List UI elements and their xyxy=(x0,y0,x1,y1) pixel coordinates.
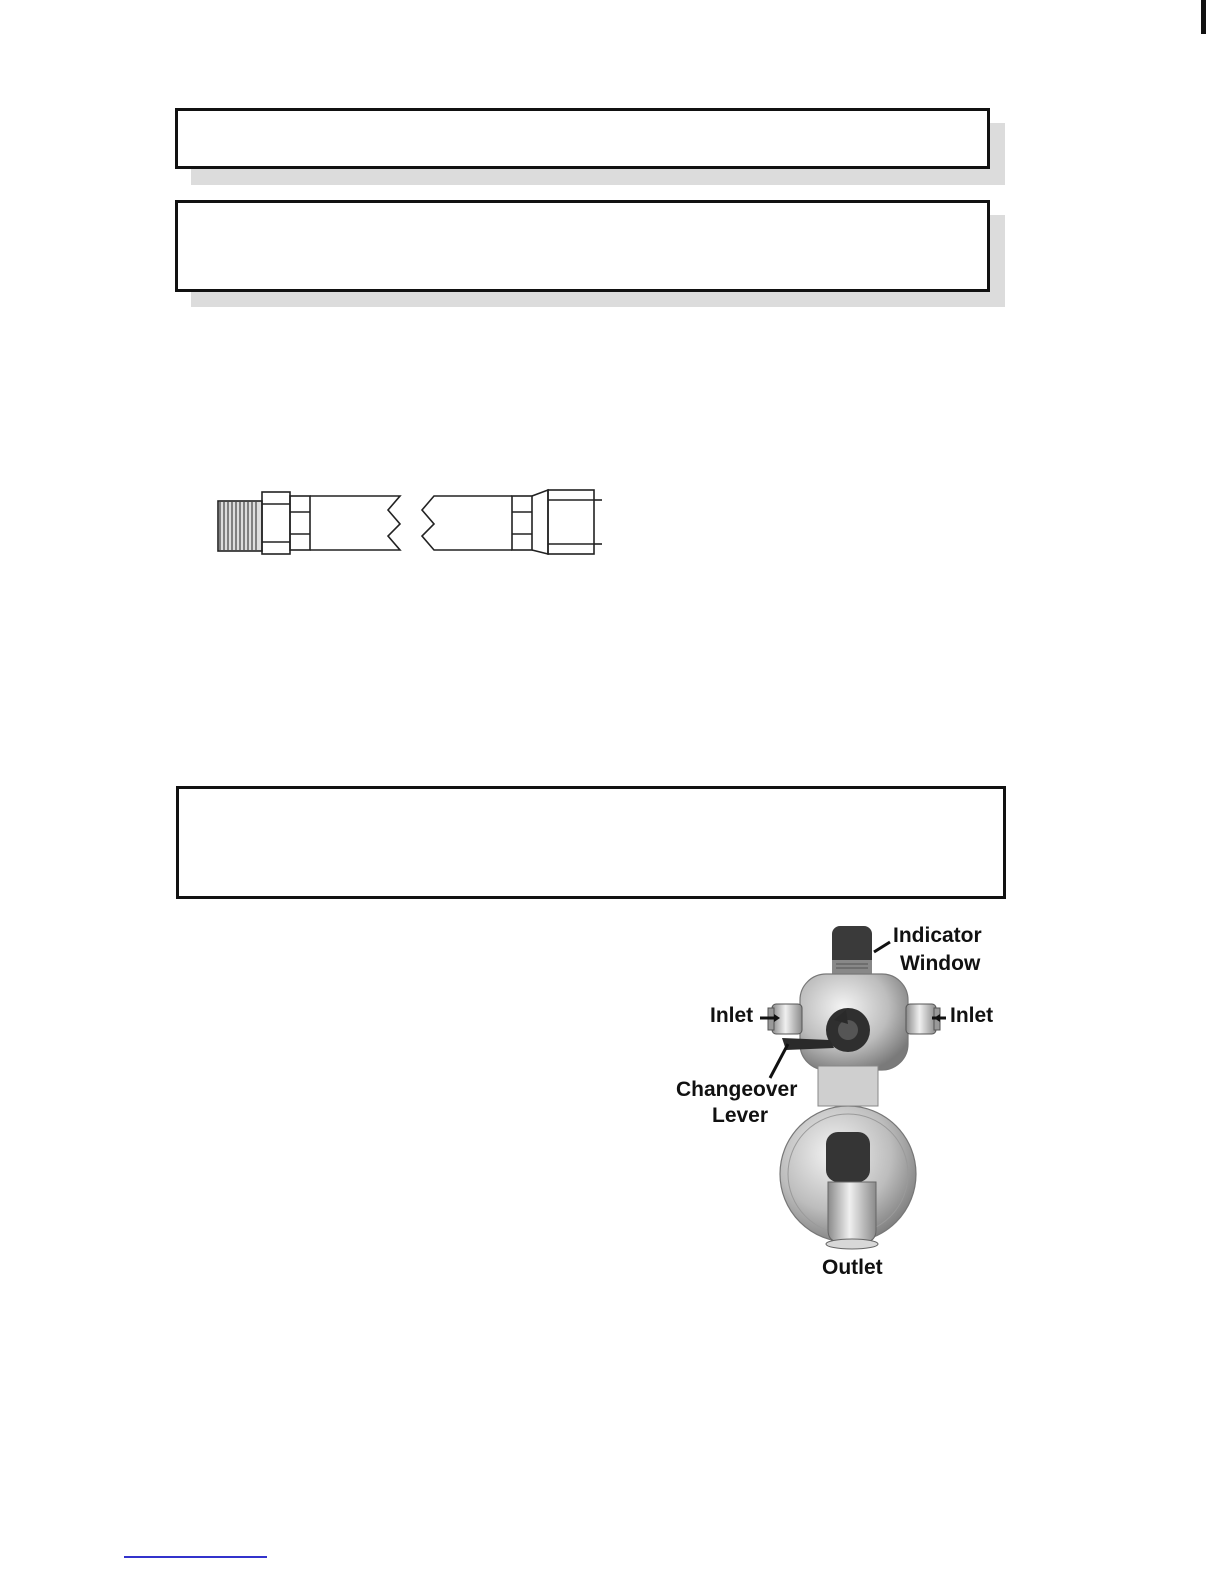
inlet-left-label: Inlet xyxy=(710,1004,754,1027)
hose-fitting-illustration xyxy=(212,486,608,558)
panel-3 xyxy=(176,786,1006,899)
panel-2 xyxy=(175,200,990,292)
changeover-label-line1: Changeover xyxy=(676,1078,798,1101)
indicator-label-line1: Indicator xyxy=(893,924,982,947)
regulator-illustration xyxy=(668,912,1008,1284)
indicator-window-shape xyxy=(832,926,872,974)
panel-1 xyxy=(175,108,990,169)
outlet-label: Outlet xyxy=(822,1256,883,1279)
indicator-label-line2: Window xyxy=(900,952,981,975)
page-corner-mark xyxy=(1201,0,1206,34)
inlet-right-label: Inlet xyxy=(950,1004,994,1027)
footer-rule xyxy=(124,1556,267,1558)
changeover-label-line2: Lever xyxy=(712,1104,769,1127)
